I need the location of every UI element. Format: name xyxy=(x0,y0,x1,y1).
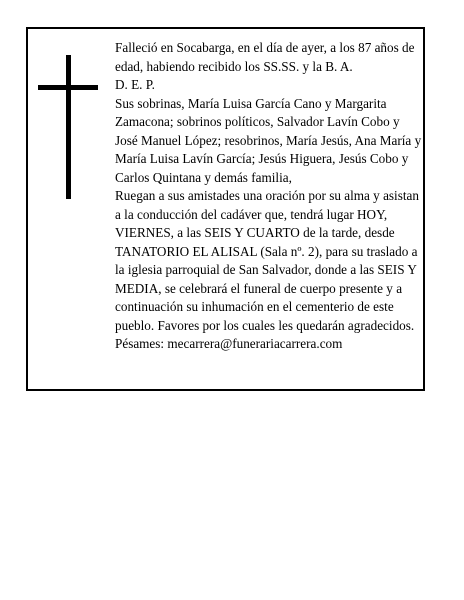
condolences-email: Pésames: mecarrera@funerariacarrera.com xyxy=(115,336,343,351)
obituary-text xyxy=(115,39,423,354)
funeral-details: Ruegan a sus amistades una oración por su alma y asistan a la conducción del cadáver que, tendrá lugar HOY, VIERNES, a las SEIS Y CUARTO de la tarde, desde TANATORIO EL ALISAL (Sala nº. 2), para su traslado a la iglesia parroquial de San Salvador, donde a las SEIS Y MEDIA, se celebrará el funeral de cuerpo presente y a continuación su inhumación en el cementerio de este pueblo. Favores por los cuales les quedarán agradecidos. xyxy=(115,188,419,333)
cross-horizontal-bar xyxy=(38,85,98,90)
latin-cross-icon xyxy=(38,55,98,199)
family-list: Sus sobrinas, María Luisa García Cano y Margarita Zamacona; sobrinos políticos, Salvador Lavín Cobo y José Manuel López; resobrinos, María Jesús, Ana María y María Luisa Lavín García; Jesús Higuera, Jesús Cobo y Carlos Quintana y demás familia, xyxy=(115,95,422,185)
obituary-notice xyxy=(26,27,425,391)
cross-vertical-bar xyxy=(66,55,71,199)
rest-in-peace: D. E. P. xyxy=(115,77,155,92)
death-announcement: Falleció en Socabarga, en el día de ayer, a los 87 años de edad, habiendo recibido los SS.SS. y la B. A. xyxy=(115,40,415,74)
